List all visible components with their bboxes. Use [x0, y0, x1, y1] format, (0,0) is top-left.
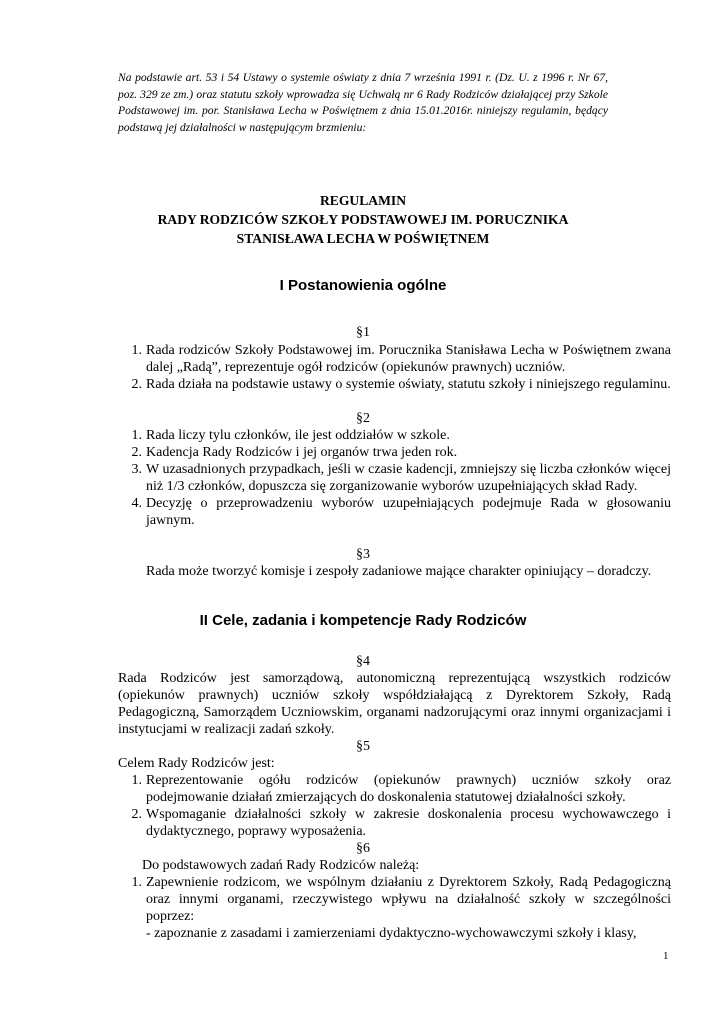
list-item: 2. Kadencja Rady Rodziców i jej organów trwa jeden rok.: [131, 445, 458, 460]
paragraph-mark-4: §4: [356, 654, 370, 669]
intro-paragraph: Na podstawie art. 53 i 54 Ustawy o systemie oświaty z dnia 7 września 1991 r. (Dz. U. z 1996 r. Nr 67, poz. 329 ze zm.) oraz statutu szkoły wprowadza się Uchwałą nr 6 Rady Rodziców działającej przy Szkole Podstawowej im. por. Stanisława Lecha w Poświętnem z dnia 15.01.2016r. niniejszy regulamin, będący podstawą jej działalności w następującym brzmieniu:: [118, 71, 608, 134]
list-item: 4. Decyzję o przeprowadzeniu wyborów uzupełniających podejmuje Rada w głosowaniu jawnym.: [131, 496, 671, 528]
title-line-2: RADY RODZICÓW SZKOŁY PODSTAWOWEJ IM. PORUCZNIKA: [157, 212, 569, 227]
list-paragraph-5: [118, 772, 671, 840]
page-number: 1: [663, 950, 669, 962]
list-paragraph-6: [118, 874, 671, 942]
paragraph-6-lead: Do podstawowych zadań Rady Rodziców należą:: [142, 858, 420, 873]
list-item: 3. W uzasadnionych przypadkach, jeśli w czasie kadencji, zmniejszy się liczba członków więcej niż 1/3 członków, dopuszcza się zorganizowanie wyborów uzupełniających skład Rady.: [131, 462, 671, 494]
paragraph-mark-1: §1: [356, 325, 370, 340]
title-line-3: STANISŁAWA LECHA W POŚWIĘTNEM: [236, 231, 490, 246]
document-title: [118, 191, 608, 248]
list-item: 2. Rada działa na podstawie ustawy o systemie oświaty, statutu szkoły i niniejszego regulaminu.: [131, 377, 671, 392]
list-item: 1. Reprezentowanie ogółu rodziców (opiekunów prawnych) uczniów szkoły oraz podejmowanie działań zmierzających do doskonalenia statutowej działalności szkoły.: [131, 773, 671, 805]
list-item: 1. Rada liczy tylu członków, ile jest oddziałów w szkole.: [131, 428, 450, 443]
list-subitem: - zapoznanie z zasadami i zamierzeniami dydaktyczno-wychowawczymi szkoły i klasy,: [146, 926, 637, 941]
list-paragraph-1: [118, 342, 671, 393]
paragraph-mark-5: §5: [356, 739, 370, 754]
list-item: 1. Zapewnienie rodzicom, we wspólnym działaniu z Dyrektorem Szkoły, Radą Pedagogiczną oraz innymi organami, rzeczywistego wpływu na działalność szkoły w szczególności poprzez:: [131, 875, 671, 924]
section-heading-1: I Postanowienia ogólne: [279, 277, 447, 294]
title-line-1: REGULAMIN: [319, 193, 407, 208]
paragraph-mark-3: §3: [356, 547, 370, 562]
paragraph-5-lead: Celem Rady Rodziców jest:: [118, 756, 275, 771]
paragraph-mark-2: §2: [356, 411, 370, 426]
paragraph-3-text: Rada może tworzyć komisje i zespoły zadaniowe mające charakter opiniujący – doradczy.: [146, 564, 652, 579]
list-item: 1. Rada rodziców Szkoły Podstawowej im. Porucznika Stanisława Lecha w Poświętnem zwana dalej „Radą”, reprezentuje ogół rodziców (opiekunów prawnych) uczniów.: [131, 343, 671, 375]
list-paragraph-2: [118, 427, 671, 529]
section-heading-2: II Cele, zadania i kompetencje Rady Rodziców: [199, 612, 527, 629]
paragraph-4-text: Rada Rodziców jest samorządową, autonomiczną reprezentującą wszystkich rodziców (opiekunów prawnych) uczniów szkoły współdziałającą z Dyrektorem Szkoły, Radą Pedagogiczną, Samorządem Uczniowskim, organami nadzorującymi oraz innymi organizacjami i instytucjami w realizacji zadań szkoły.: [118, 671, 671, 737]
list-item: 2. Wspomaganie działalności szkoły w zakresie doskonalenia procesu wychowawczego i dydaktycznego, poprawy wyposażenia.: [131, 807, 671, 839]
paragraph-mark-6: §6: [356, 841, 370, 856]
